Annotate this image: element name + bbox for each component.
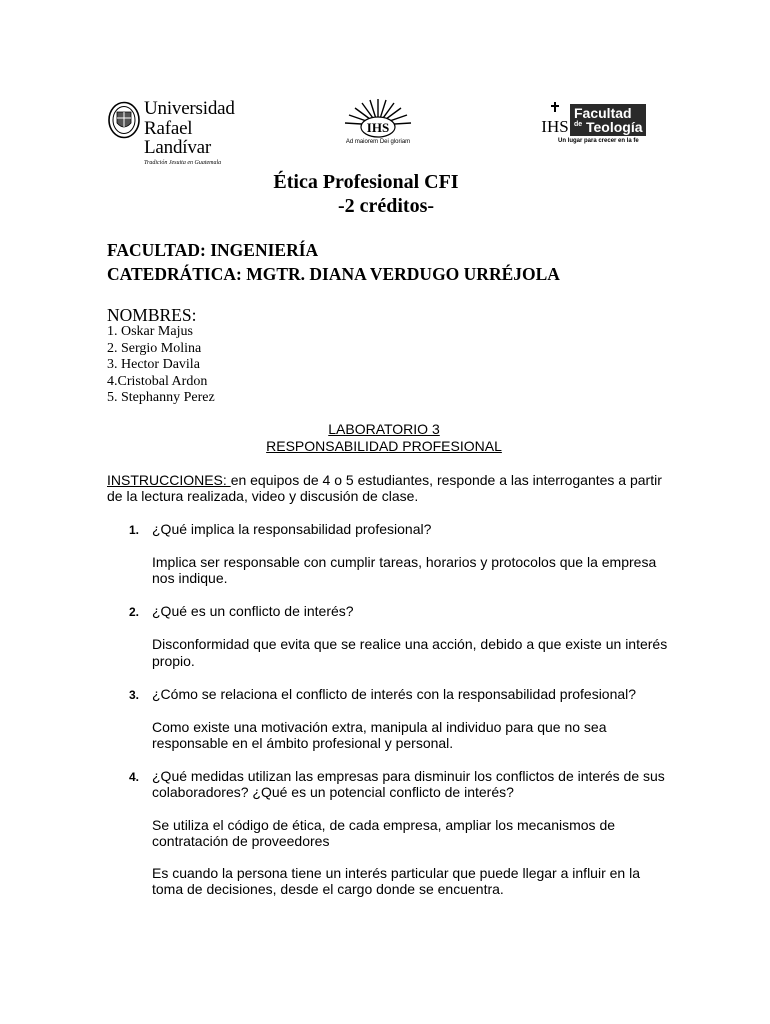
teologia-ihs-icon xyxy=(543,102,567,138)
document-credits: -2 créditos- xyxy=(337,195,435,217)
answer-text: Disconformidad que evita que se realice una acción, debido a que existe un interés xyxy=(152,636,668,652)
ihs-motto: Ad maiorem Dei gloriam xyxy=(345,139,411,145)
ihs-logo xyxy=(340,97,416,149)
question-number: 4. xyxy=(129,770,140,784)
catedratica-line: CATEDRÁTICA: MGTR. DIANA VERDUGO URRÉJOLA xyxy=(107,264,560,284)
university-seal-icon xyxy=(108,101,140,139)
teologia-ihs-monogram: IHS xyxy=(541,117,569,136)
instructions-label: INSTRUCCIONES: xyxy=(107,472,231,488)
answer-text: toma de decisiones, desde el cargo donde se encuentra. xyxy=(152,881,504,897)
question-number: 2. xyxy=(129,605,140,619)
question-text: ¿Cómo se relaciona el conflicto de interés con la responsabilidad profesional? xyxy=(152,686,637,702)
lab-number: LABORATORIO 3 xyxy=(328,421,440,437)
answer-text: responsable en el ámbito profesional y personal. xyxy=(152,735,454,751)
name-item: 1. Oskar Majus xyxy=(107,324,193,339)
teologia-tagline: Un lugar para crecer en la fe xyxy=(558,138,639,144)
question-text: ¿Qué implica la responsabilidad profesional? xyxy=(152,521,432,537)
teologia-line3: Teología xyxy=(586,119,643,135)
document-title: Ética Profesional CFI xyxy=(273,171,459,193)
university-tagline: Tradición Jesuita en Guatemala xyxy=(144,160,222,166)
question-text: colaboradores? ¿Qué es un potencial conflicto de interés? xyxy=(152,784,514,800)
question-text: ¿Qué es un conflicto de interés? xyxy=(152,603,354,619)
names-heading: NOMBRES: xyxy=(107,305,197,325)
name-item: 5. Stephanny Perez xyxy=(107,390,215,405)
university-name-line1: Universidad xyxy=(144,98,235,119)
question-number: 3. xyxy=(129,688,140,702)
teologia-name-box xyxy=(570,104,646,136)
lab-title: RESPONSABILIDAD PROFESIONAL xyxy=(266,438,502,454)
instructions-line2: de la lectura realizada, video y discusión de clase. xyxy=(107,488,419,504)
facultad-line: FACULTAD: INGENIERÍA xyxy=(107,240,319,260)
teologia-line2: de xyxy=(574,121,583,128)
answer-text: nos indique. xyxy=(152,570,228,586)
name-item: 3. Hector Davila xyxy=(107,357,200,372)
answer-text: contratación de proveedores xyxy=(152,833,330,849)
instructions-text: en equipos de 4 o 5 estudiantes, responde a las interrogantes a partir xyxy=(230,472,662,488)
instructions-line1 xyxy=(107,472,662,488)
teologia-logo xyxy=(543,100,649,150)
answer-text: Se utiliza el código de ética, de cada empresa, ampliar los mecanismos de xyxy=(152,817,616,833)
answer-text: Es cuando la persona tiene un interés particular que puede llegar a influir en la xyxy=(152,865,640,881)
question-text: ¿Qué medidas utilizan las empresas para disminuir los conflictos de interés de sus xyxy=(152,768,665,784)
answer-text: propio. xyxy=(152,653,195,669)
answer-text: Implica ser responsable con cumplir tareas, horarios y protocolos que la empresa xyxy=(152,554,657,570)
name-item: 4.Cristobal Ardon xyxy=(107,374,208,389)
name-item: 2. Sergio Molina xyxy=(107,341,202,356)
university-logo xyxy=(108,98,240,166)
ihs-monogram: IHS xyxy=(366,120,390,135)
answer-text: Como existe una motivación extra, manipula al individuo para que no sea xyxy=(152,719,607,735)
ihs-sun-icon xyxy=(340,97,416,141)
university-name-line2: Rafael Landívar xyxy=(144,118,211,158)
question-number: 1. xyxy=(129,523,140,537)
teologia-line1: Facultad xyxy=(574,105,632,121)
